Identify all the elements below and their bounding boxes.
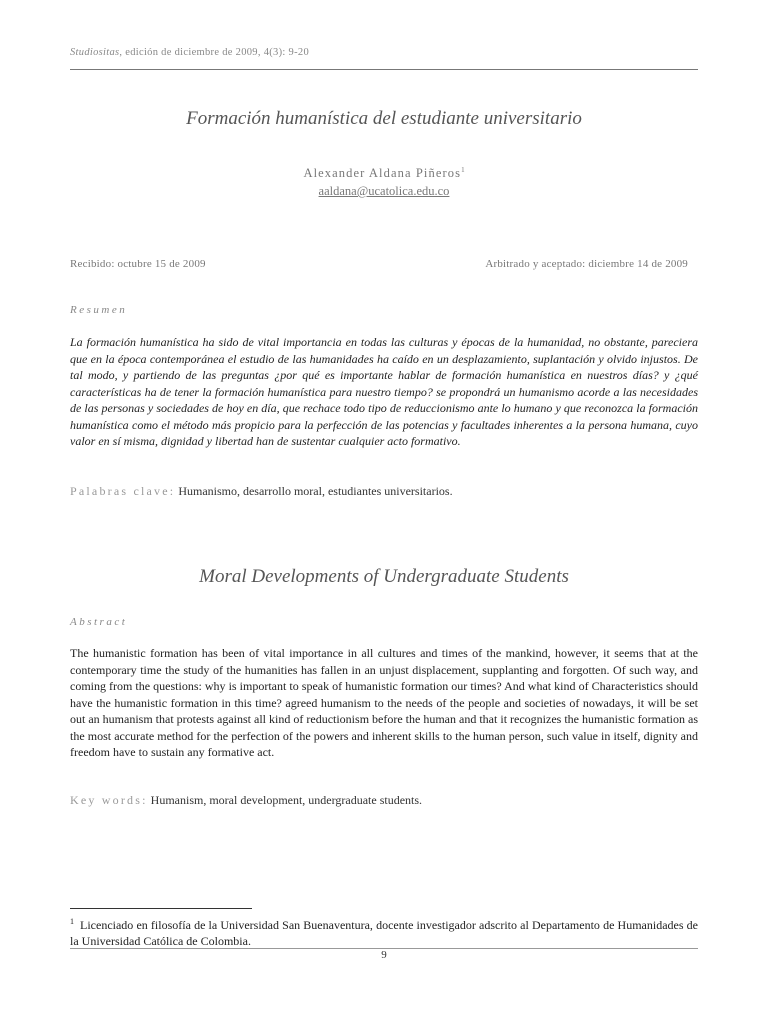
author-footnote-mark: 1 xyxy=(461,166,465,174)
accepted-date: Arbitrado y aceptado: diciembre 14 de 2009 xyxy=(485,258,688,270)
footnote-mark: 1 xyxy=(70,917,74,926)
palabras-clave xyxy=(70,484,698,499)
journal-name: Studiositas xyxy=(70,47,120,58)
header-rule xyxy=(70,69,698,70)
page-number: 9 xyxy=(381,949,387,961)
journal-citation: , edición de diciembre de 2009, 4(3): 9-20 xyxy=(119,47,309,58)
abstract-heading: Abstract xyxy=(70,616,128,628)
footnote-rule xyxy=(70,908,252,909)
footnote xyxy=(70,914,698,949)
author-name: Alexander Aldana Piñeros xyxy=(303,166,462,180)
resumen-heading: Resumen xyxy=(70,304,128,316)
title-english: Moral Developments of Undergraduate Students xyxy=(199,566,569,587)
key-words-label: Key words: xyxy=(70,793,148,807)
running-head xyxy=(70,47,309,58)
footnote-text: Licenciado en filosofía de la Universidad San Buenaventura, docente investigador adscrito al Departamento de Humanidades de la Universidad Católica de Colombia. xyxy=(70,918,698,948)
key-words-list: Humanism, moral development, undergraduate students. xyxy=(147,793,423,807)
key-words xyxy=(70,793,698,808)
palabras-clave-label: Palabras clave: xyxy=(70,484,176,498)
title-spanish: Formación humanística del estudiante universitario xyxy=(186,108,582,129)
author-email xyxy=(70,184,698,199)
abstract-text: The humanistic formation has been of vital importance in all cultures and times of the mankind, however, it seems that at the contemporary time the study of the humanities has fallen in an unjust displacement, supplanting and forgotten. Of such way, and coming from the questions: why is important to speak of humanistic formation our times? And what kind of Characteristics should have the humanistic formation in this time? agreed humanism to the needs of the people and societies of nowadays, it will be set out an humanism that protests against all kind of reductionism before the human and that it recognizes the humanistic formation as the most accurate method for the perfection of the powers and inherent skills to the human person, such value in itself, dignity and freedom have to sustain any formative act. xyxy=(70,646,698,759)
resumen-text: La formación humanística ha sido de vital importancia en todas las culturas y épocas de la humanidad, no obstante, pareciera que en la época contemporánea el estudio de las humanidades ha caído en un desplazamiento, suplantación y olvido injustos. De tal modo, y partiendo de las preguntas ¿por qué es importante hablar de formación humanística en nuestros días? y ¿qué características ha de tener la formación humanística para nuestro tiempo? se propondrá un humanismo acorde a las necesidades de las personas y sociedades de hoy en día, que rechace todo tipo de reduccionismo ante lo humano y que reconozca la formación humanística como el método más propicio para la perfección de las potencias y facultades inherentes a la persona humana, cuyo valor en sí misma, dignidad y libertad han de sustentar cualquier acto formativo. xyxy=(70,335,698,448)
received-date: Recibido: octubre 15 de 2009 xyxy=(70,258,206,270)
author-email-link[interactable]: aaldana@ucatolica.edu.co xyxy=(318,184,450,198)
author-line xyxy=(70,166,698,181)
palabras-clave-list: Humanismo, desarrollo moral, estudiantes universitarios. xyxy=(175,484,453,498)
